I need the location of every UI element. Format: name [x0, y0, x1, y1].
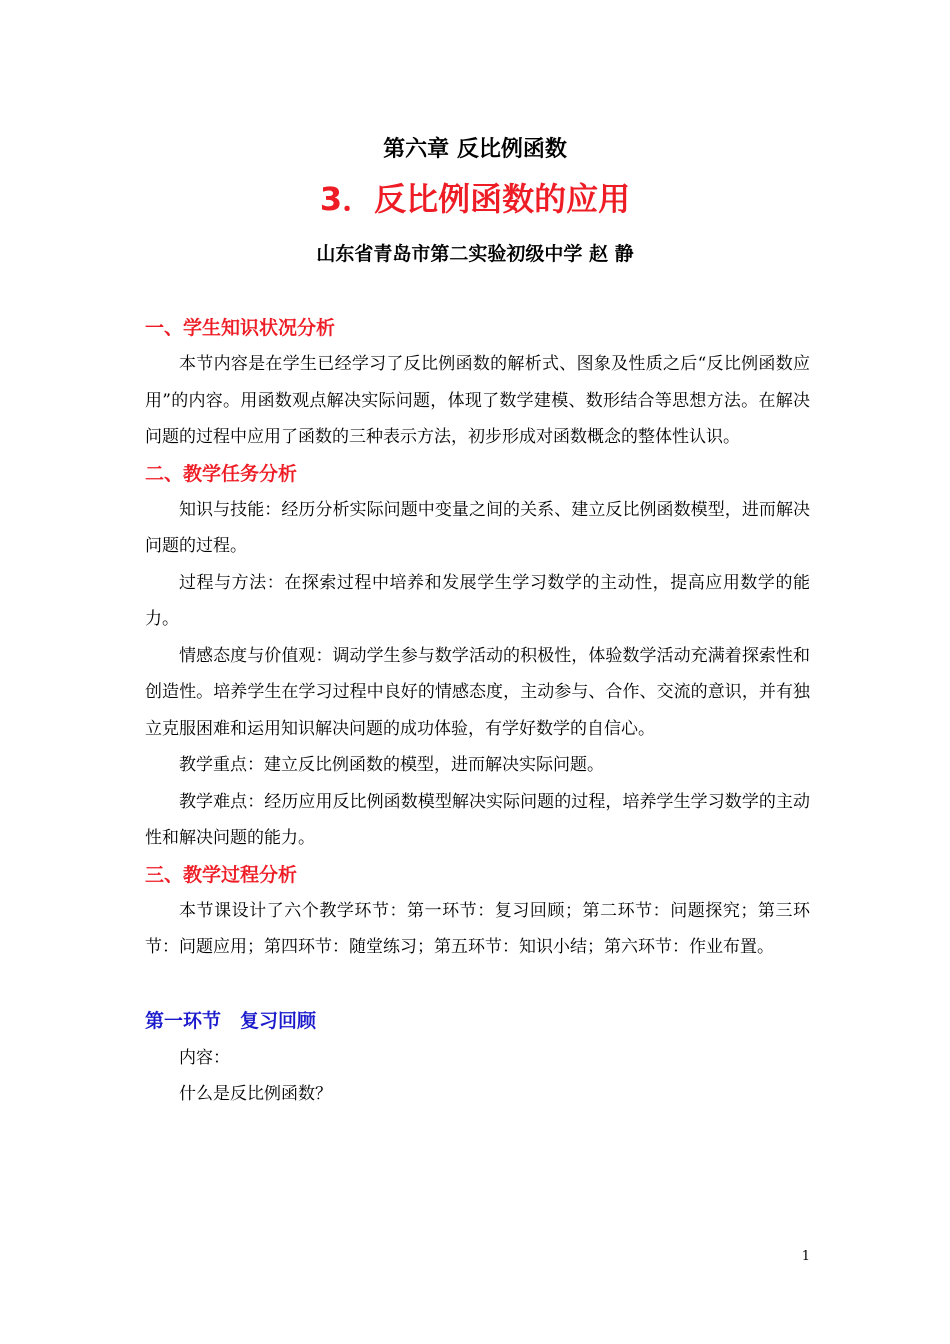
paragraph-process-overview: 本节课设计了六个教学环节：第一环节：复习回顾；第二环节：问题探究；第三环节：问题应用；第四环节：随堂练习；第五环节：知识小结；第六环节：作业布置。 — [145, 900, 810, 957]
step-question: 什么是反比例函数？ — [179, 1084, 332, 1104]
page-number: 1 — [801, 1249, 810, 1264]
section-heading-process-analysis: 三、教学过程分析 — [145, 863, 298, 886]
step-content-label: 内容： — [179, 1047, 230, 1068]
paragraph-knowledge-skills: 知识与技能：经历分析实际问题中变量之间的关系、建立反比例函数模型，进而解决问题的过程。 — [145, 499, 810, 556]
paragraph-teaching-difficulty: 教学难点：经历应用反比例函数模型解决实际问题的过程，培养学生学习数学的主动性和解决问题的能力。 — [145, 791, 810, 848]
paragraph-attitude-values: 情感态度与价值观：调动学生参与数学活动的积极性，体验数学活动充满着探索性和创造性。培养学生在学习过程中良好的情感态度，主动参与、合作、交流的意识，并有独立克服困难和运用知识解决问题的成功体验，有学好数学的自信心。 — [145, 645, 810, 739]
paragraph-process-methods: 过程与方法：在探索过程中培养和发展学生学习数学的主动性，提高应用数学的能力。 — [145, 572, 810, 629]
chapter-title: 第六章 反比例函数 — [383, 137, 567, 162]
section-heading-student-analysis: 一、学生知识状况分析 — [145, 317, 336, 339]
paragraph-student-analysis: 本节内容是在学生已经学习了反比例函数的解析式、图象及性质之后“反比例函数应用”的内容。用函数观点解决实际问题，体现了数学建模、数形结合等思想方法。在解决问题的过程中应用了函数的三种表示方法，初步形成对函数概念的整体性认识。 — [145, 354, 810, 447]
section-heading-task-analysis: 二、教学任务分析 — [145, 462, 298, 485]
paragraph-teaching-key-point: 教学重点：建立反比例函数的模型，进而解决实际问题。 — [179, 755, 604, 775]
step-heading-review: 第一环节 复习回顾 — [145, 1009, 317, 1032]
spacer — [145, 966, 810, 1002]
author-line: 山东省青岛市第二实验初级中学 赵 静 — [316, 243, 634, 265]
document-body — [145, 310, 810, 1113]
lesson-title: 3．反比例函数的应用 — [319, 180, 631, 218]
